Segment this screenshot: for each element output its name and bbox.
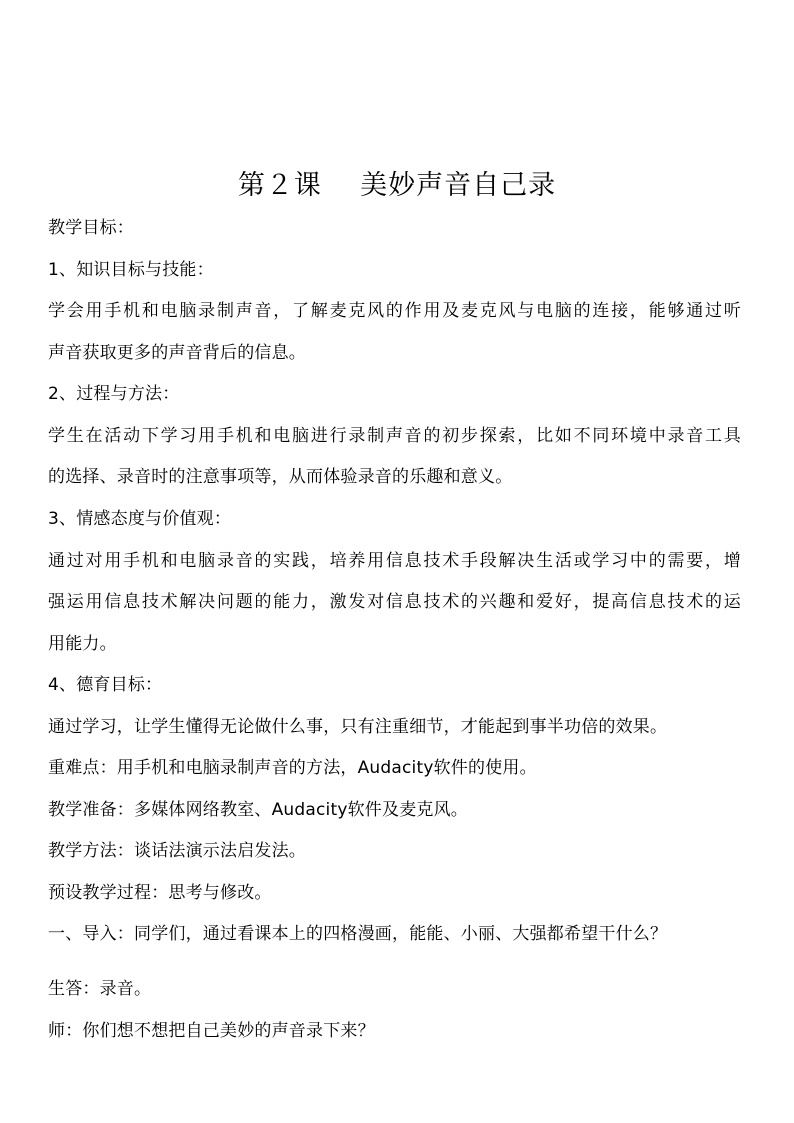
section-heading-teaching-goals: 教学目标： xyxy=(48,218,134,238)
paragraph-line: 通过对用手机和电脑录音的实践，培养用信息技术手段解决生活或学习中的需要，增 xyxy=(48,551,741,571)
paragraph-line: 声音获取更多的声音背后的信息。 xyxy=(48,343,306,363)
subheading-attitude-values: 3、情感态度与价值观： xyxy=(48,509,232,529)
teaching-method-line: 教学方法：谈话法演示法启发法。 xyxy=(48,841,306,861)
subheading-moral-goals: 4、德育目标： xyxy=(48,675,163,695)
subheading-process-method: 2、过程与方法： xyxy=(48,384,180,404)
paragraph-line: 的选择、录音时的注意事项等，从而体验录音的乐趣和意义。 xyxy=(48,467,513,487)
introduction-line: 一、导入：同学们，通过看课本上的四格漫画，能能、小丽、大强都希望干什么？ xyxy=(48,924,668,944)
teaching-preparation-line: 教学准备：多媒体网络教室、Audacity软件及麦克风。 xyxy=(48,800,469,820)
document-title: 第２课 美妙声音自己录 xyxy=(237,170,557,201)
paragraph-line: 学会用手机和电脑录制声音，了解麦克风的作用及麦克风与电脑的连接，能够通过听 xyxy=(48,301,741,321)
subheading-knowledge-skills: 1、知识目标与技能： xyxy=(48,260,214,280)
student-answer-line: 生答：录音。 xyxy=(48,979,152,999)
paragraph-line: 学生在活动下学习用手机和电脑进行录制声音的初步探索，比如不同环境中录音工具 xyxy=(48,426,741,446)
teaching-process-line: 预设教学过程：思考与修改。 xyxy=(48,883,272,903)
paragraph-line: 强运用信息技术解决问题的能力，激发对信息技术的兴趣和爱好，提高信息技术的运 xyxy=(48,592,741,612)
key-points-line: 重难点：用手机和电脑录制声音的方法，Audacity软件的使用。 xyxy=(48,758,537,778)
paragraph-line: 用能力。 xyxy=(48,634,117,654)
teacher-question-line: 师：你们想不想把自己美妙的声音录下来？ xyxy=(48,1021,375,1041)
paragraph-line: 通过学习，让学生懂得无论做什么事，只有注重细节，才能起到事半功倍的效果。 xyxy=(48,717,668,737)
